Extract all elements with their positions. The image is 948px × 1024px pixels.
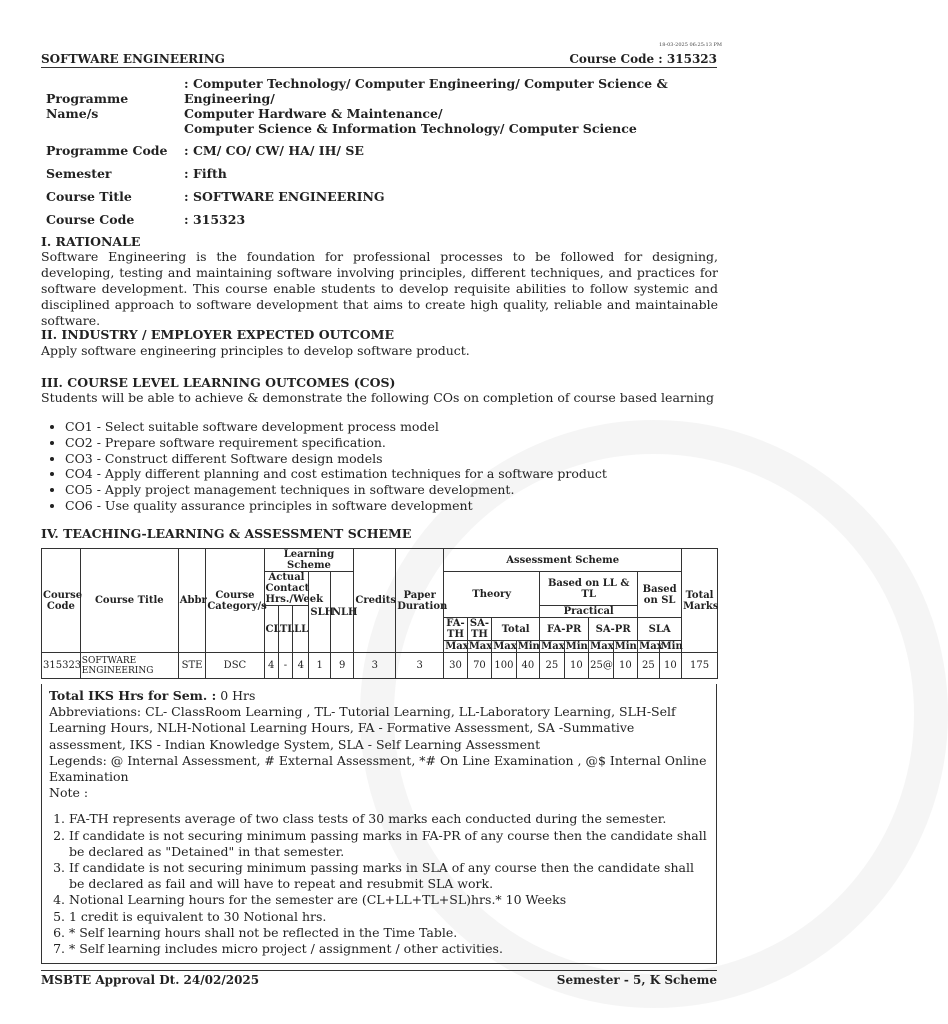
list-item: 4. Notional Learning hours for the semester are (CL+LL+TL+SL)hrs.* 10 Weeks	[69, 892, 709, 908]
th-ll: LL	[293, 606, 309, 653]
list-item: 2. If candidate is not securing minimum passing marks in FA-PR of any course then the candidate shall be declared as "Detained" in that semester.	[69, 828, 709, 860]
list-item: 6. * Self learning hours shall not be reflected in the Time Table.	[69, 925, 709, 941]
info-line: : Computer Technology/ Computer Engineering/ Computer Science & Engineering/	[184, 76, 668, 106]
th-based-ll-tl: Based on LL & TL	[540, 572, 638, 606]
th-course-code: Course Code	[42, 549, 81, 653]
legends: Legends: @ Internal Assessment, # External Assessment, *# On Line Examination , @$ Internal Online Examination	[49, 752, 707, 785]
note-label: Note :	[49, 785, 89, 801]
cell: 10	[659, 653, 682, 679]
scheme-table	[41, 548, 718, 679]
info-line: Computer Hardware & Maintenance/	[184, 106, 443, 121]
cell: 1	[309, 653, 330, 679]
header-course-name: SOFTWARE ENGINEERING	[41, 52, 225, 66]
th-actual-contact: Actual Contact Hrs./Week	[265, 572, 324, 605]
section-heading-cos: III. COURSE LEVEL LEARNING OUTCOMES (COS)	[41, 375, 396, 390]
info-row	[42, 208, 722, 231]
abbreviations: Abbreviations: CL- ClassRoom Learning , TL- Tutorial Learning, LL-Laboratory Learning, SLH-Self Learning Hours, NLH-Notional Learning Hours, FA - Formative Assessment, SA -Summative assessment, IKS - Indian Knowledge System, SLA - Self Learning Assessment	[49, 704, 676, 752]
section-heading-scheme: IV. TEACHING-LEARNING & ASSESSMENT SCHEME	[41, 526, 412, 541]
info-label: Course Title	[46, 189, 132, 204]
list-item: • CO1 - Select suitable software development process model	[65, 419, 607, 435]
cell: 30	[444, 653, 467, 679]
th-max: Max	[468, 641, 493, 652]
cell: 25@	[589, 653, 614, 679]
th-total-marks: Total Marks	[682, 549, 718, 653]
section-heading-rationale: I. RATIONALE	[41, 234, 141, 249]
th-slh: SLH	[309, 572, 330, 653]
course-info-table	[42, 74, 722, 231]
cell: 315323	[42, 653, 81, 679]
info-line: Computer Science & Information Technology/ Computer Science	[184, 121, 637, 136]
header-course-code: Course Code : 315323	[569, 52, 717, 66]
th-theory: Theory	[444, 572, 540, 618]
th-cl: CL	[264, 606, 278, 653]
cos-list	[41, 419, 607, 514]
th-max: Max	[639, 641, 663, 652]
th-fa-th: FA-TH	[444, 618, 467, 641]
cell: 9	[330, 653, 354, 679]
info-label: Semester	[46, 166, 112, 181]
cell: 40	[516, 653, 539, 679]
list-item: • CO4 - Apply different planning and cost estimation techniques for a software product	[65, 466, 607, 482]
footer-semester: Semester - 5, K Scheme	[556, 973, 717, 987]
list-item: 5. 1 credit is equivalent to 30 Notional hrs.	[69, 909, 709, 925]
info-value: : 315323	[184, 212, 246, 227]
cell: 4	[264, 653, 278, 679]
th-paper-duration: Paper Duration	[396, 549, 444, 653]
page-header	[41, 52, 717, 68]
cell: STE	[178, 653, 206, 679]
info-value	[180, 74, 722, 139]
list-item: • CO6 - Use quality assurance principles in software development	[65, 498, 607, 514]
th-total: Total	[492, 618, 540, 641]
info-value: : CM/ CO/ CW/ HA/ IH/ SE	[184, 143, 364, 158]
th-sa-th: SA-TH	[467, 618, 492, 641]
cell: 4	[293, 653, 309, 679]
cell: 10	[613, 653, 638, 679]
info-value: : SOFTWARE ENGINEERING	[184, 189, 385, 204]
th-min: Min	[565, 641, 588, 652]
print-timestamp: 18-03-2025 06:25:13 PM	[659, 42, 722, 48]
info-row	[42, 139, 722, 162]
rationale-text: Software Engineering is the foundation for professional processes to be followed for designing, developing, testing and maintaining software involving principles, different techniques, and practices for software development. This course enable students to develop requisite abilities to follow systemic and disciplined approach to software development that aims to create high quality, reliable and maintainable software.	[41, 249, 718, 328]
cell: 70	[467, 653, 492, 679]
info-row	[42, 185, 722, 208]
info-row	[42, 74, 722, 139]
cell: DSC	[206, 653, 264, 679]
cell: 3	[354, 653, 396, 679]
info-label: Programme Code	[46, 143, 168, 158]
list-item: 1. FA-TH represents average of two class tests of 30 marks each conducted during the semester.	[69, 811, 709, 827]
iks-value: 0 Hrs	[216, 688, 256, 703]
th-category: Course Category/s	[206, 549, 264, 653]
th-practical: Practical	[540, 606, 638, 618]
cell: 10	[564, 653, 589, 679]
page-footer	[41, 970, 717, 987]
notes-list	[49, 811, 709, 957]
th-fa-pr: FA-PR	[540, 618, 589, 641]
scheme-notes	[41, 684, 717, 964]
th-sa-pr: SA-PR	[589, 618, 638, 641]
th-max: Max	[541, 641, 565, 652]
iks-hours	[49, 688, 709, 704]
th-based-sl: Based on SL	[638, 572, 682, 618]
th-assessment-scheme: Assessment Scheme	[444, 549, 682, 572]
info-value: : Fifth	[184, 166, 227, 181]
iks-label: Total IKS Hrs for Sem. :	[49, 688, 217, 703]
cos-intro: Students will be able to achieve & demonstrate the following COs on completion of course based learning	[41, 390, 714, 405]
list-item: • CO2 - Prepare software requirement specification.	[65, 435, 607, 451]
cell: 25	[540, 653, 565, 679]
th-credits: Credits	[354, 549, 396, 653]
info-label: Programme Name/s	[46, 91, 129, 121]
footer-approval: MSBTE Approval Dt. 24/02/2025	[41, 973, 260, 987]
cell: SOFTWARE ENGINEERING	[80, 653, 178, 679]
th-learning-scheme: Learning Scheme	[264, 549, 354, 572]
th-max: Max	[590, 641, 614, 652]
th-sla: SLA	[638, 618, 682, 641]
th-nlh: NLH	[330, 572, 354, 653]
th-max: Max	[445, 641, 469, 652]
list-item: • CO3 - Construct different Software design models	[65, 451, 607, 467]
info-row	[42, 162, 722, 185]
info-label: Course Code	[46, 212, 135, 227]
th-max: Max	[493, 641, 517, 652]
th-min: Min	[614, 641, 637, 652]
cell: -	[278, 653, 292, 679]
outcome-text: Apply software engineering principles to develop software product.	[41, 343, 470, 358]
cell: 175	[682, 653, 718, 679]
th-min: Min	[517, 641, 540, 652]
cell: 100	[492, 653, 517, 679]
th-min: Min	[660, 641, 683, 652]
list-item: 3. If candidate is not securing minimum passing marks in SLA of any course then the candidate shall be declared as fail and will have to repeat and resubmit SLA work.	[69, 860, 709, 892]
section-heading-outcome: II. INDUSTRY / EMPLOYER EXPECTED OUTCOME	[41, 327, 394, 342]
table-row	[42, 653, 718, 679]
th-course-title: Course Title	[80, 549, 178, 653]
cell: 3	[396, 653, 444, 679]
th-tl: TL	[278, 606, 292, 653]
cell: 25	[638, 653, 659, 679]
list-item: • CO5 - Apply project management techniques in software development.	[65, 482, 607, 498]
th-abbr: Abbr	[178, 549, 206, 653]
list-item: 7. * Self learning includes micro project / assignment / other activities.	[69, 941, 709, 957]
